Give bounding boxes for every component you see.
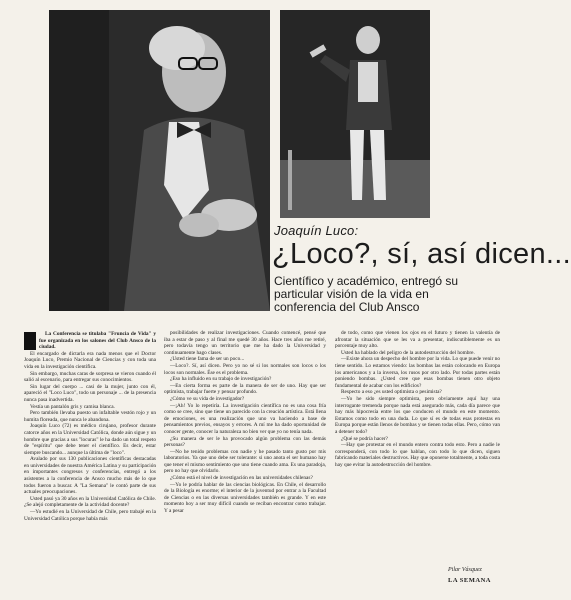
paragraph: —Yo le podría hablar de las ciencias biológicas. En Chile, el desarrollo de la Biología es enorme; el interior de la juventud por entrar a la Facultad de Ciencias o en las diversas universidades también es grande. Y en este momento hoy a ser muy difícil cuando se reciban encontrar como trabajar. Y a pesar (164, 481, 326, 515)
paragraph: ¿Cómo está el nivel de investigación en las universidades chilenas? (170, 475, 313, 482)
paragraph: Respecto a eso ¿es usted optimista o pesimista? (341, 389, 442, 396)
publication-name: LA SEMANA (448, 577, 491, 584)
article-column-1 (24, 331, 156, 522)
article-kicker: Joaquín Luco: (274, 223, 359, 238)
paragraph: —No he tenido problemas con nadie y he pasado tanto gusto por mis laboratorios. Ya que uno debe ser tolerante: si uno anota el ser humano hay que tener el mismo sentimiento que uno tiene cuando ama. Es una paradoja, pero no hay que olvidarlo. (164, 448, 326, 475)
article-column-2 (164, 330, 326, 515)
portrait-photo-icon (49, 10, 270, 311)
paragraph: Usted ha hablado del peligro de la autodestrucción del hombre. (341, 349, 475, 356)
article-headline: ¿Loco?, sí, así dicen... (272, 238, 571, 270)
article-deck: Científico y académico, entregó su particular visión de la vida en conferencia del Club Ansco (274, 274, 459, 314)
podium-photo-icon (280, 10, 430, 218)
paragraph: El encargado de dictarla era nada menos que el Doctor Joaquín Luco, Premio Nacional de Ciencias y con toda una vida en la investigación científica. (24, 350, 156, 370)
dropcap-block (24, 332, 36, 350)
paragraph: Vestía un pantalón gris y camisa blanca. (30, 403, 115, 410)
paragraph: Joaquín Luco (72) es médico cirujano, profesor durante catorce años en la Universidad Católica, donde aún sigue y un hombre que gracias a sus "locuras" le ha dado un total respeto de "espíritu" que debe tener el científico. Es decir, estar siempre buscando... aunque la última de "loco". (24, 423, 156, 456)
paragraph: Sin embargo, muchas caras de sorpresa se vieron cuando él salió al escenario, para entregar sus conocimientos. (24, 370, 156, 384)
paragraph: Pero también llevaba puesto un infaltable vestón rojo y un humita floreada, que nunca le abandona. (24, 410, 156, 423)
paragraph: —Yo he sido siempre optimista, pero obviamente aquí hay una interrogante tremenda porque nada está asegurado más, cada día parece que hay más hipocresía entre los que conducen el mundo en este momento. Estamos como todo en una duda. Lo que sí es de todas esas protestas en Europa porque están llenos de bombas y se tienen todas ellas. Pero, cómo van a detener todo? (335, 395, 500, 435)
article-column-3 (335, 330, 500, 468)
paragraph: ¿Cómo ve su vida de investigador? (170, 395, 245, 402)
paragraph: Sin lugar del cuerpo ... casi de la mujer, junto con él, apareció el "Loco Luco", todo un personaje ... de la presencia nunca pasa inadvertida. (24, 383, 156, 403)
podium-photo (280, 10, 430, 218)
paragraph: —Yo estudié en la Universidad de Chile, pero trabajé en la Universidad Católica porque había más (24, 509, 156, 522)
paragraph: —Loco?. Sí, así dicen. Pero yo no sé si los normales son locos o los locos son normales. Ése es el problema. (164, 362, 326, 376)
paragraph: Usted pasó ya 30 años en la Universidad Católica de Chile. ¿Se alejó completamente de la actividad docente? (24, 495, 156, 509)
paragraph: —En cierta forma es parte de la manera de ser de uno. Hay que ser optimista, trabajar fuerte y pensar profundo. (164, 382, 326, 396)
paragraph: posibilidades de realizar investigaciones. Cuando comencé, pensé que iba a estar de paso y al final me quedé 30 años. Hace tres años me retiré, pero todavía tengo un territorio que me ha dado la Universidad y continuamente hago clases. (164, 330, 326, 356)
paragraph: ¿Su manera de ser le ha provocado algún problema con las demás personas? (164, 435, 326, 449)
paragraph: Avalado por sus 130 publicaciones científicas destacadas en universidades de nuestra América Latina y su participación en importantes congresos y conferencias, entregó a los asistentes a la conferencia de Ansco mucho más de lo que todos fueron a buscar. A "La Semana" le contó parte de sus actuales preocupaciones. (24, 456, 156, 496)
article-byline: Pilar Vásquez (448, 567, 482, 573)
paragraph: ¿Qué se podría hacer? (341, 435, 388, 442)
paragraph: —Existe ahora un despecho del hombre por la vida. Lo que puede venir no tiene sentido. Lo estamos viendo: las bombas las están colocando en Europa los americanos y a la inversa, los rusos por otro lado. Por todas partes están poniendo bombas. ¿Usted cree que esas bombas tienen otro objeto fundamental de acabar con los edificios? (335, 356, 500, 389)
paragraph: —¡Ah! Yo lo repetiría. La investigación científica no es una cosa fría como se cree, sino que tiene un parecido con la creación artística. Está llena de emociones, es una realización que uno va haciendo a base de pensamientos previos, ensayos y errores. A mí me ha dado oportunidad de conocer gente, conocer la naturaleza no bien ver que yo no tenía nada. (164, 402, 326, 435)
paragraph: ¿Usted tiene fama de ser un poco... (170, 356, 245, 363)
paragraph: La Conferencia se titulaba "Fruncia de Vida" y fue organizada en los salones del Club Ansco de la ciudad. (39, 331, 156, 351)
paragraph: de todo, como que vienen los ojos en el futuro y tienen la valentía de afrontar la situación que se les va a presentar, indiscutiblemente es un porcentaje muy alto. (335, 330, 500, 350)
paragraph: —Hay que protestar en el mundo entero contra todo esto. Pero a nadie le corresponderá, con todo lo que hablan, con todo lo que dicen, siguen fabricando materiales destructivos. Hay que oponerse totalmente, a toda costa hay que evitar la autodestrucción del hombre. (335, 442, 500, 468)
paragraph: ¿Eso ha influido en su trabajo de investigación? (170, 376, 272, 383)
portrait-photo (49, 10, 270, 311)
